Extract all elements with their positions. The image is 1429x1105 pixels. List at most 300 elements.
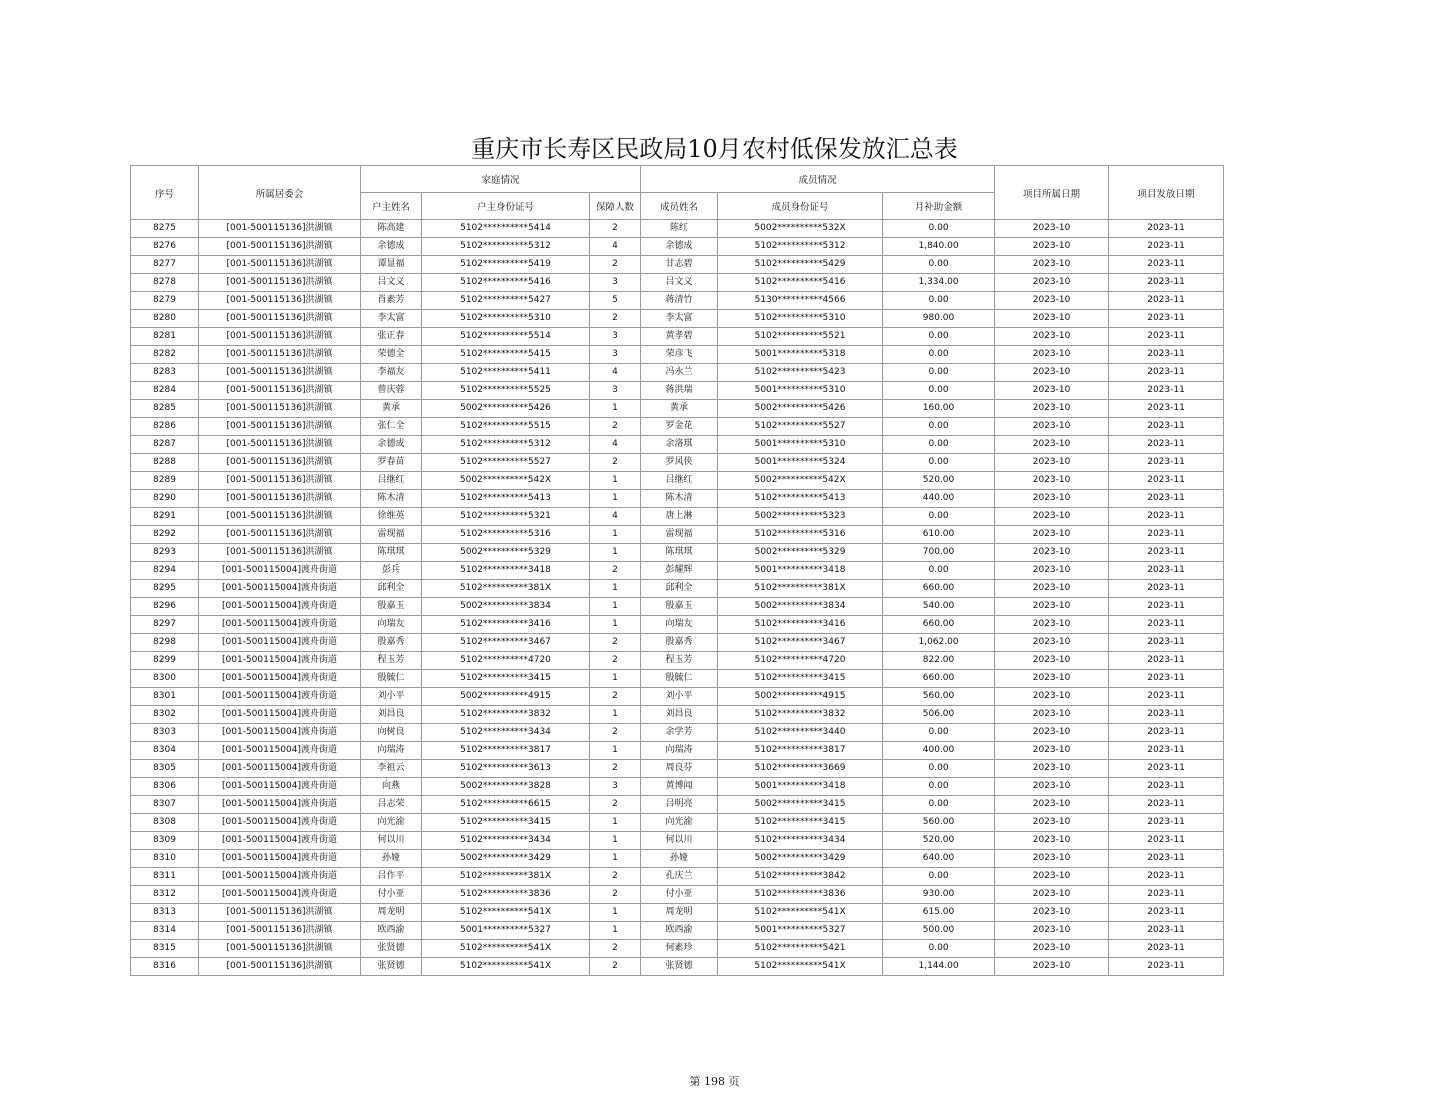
cell-seq: 8286 (131, 418, 199, 436)
cell-committee: [001-500115136]洪湖镇 (199, 958, 361, 976)
cell-people: 2 (590, 454, 641, 472)
cell-issue-date: 2023-11 (1109, 670, 1224, 688)
cell-seq: 8287 (131, 436, 199, 454)
cell-seq: 8290 (131, 490, 199, 508)
cell-member-id: 5001**********5327 (718, 922, 883, 940)
cell-belong-date: 2023-10 (995, 886, 1109, 904)
cell-belong-date: 2023-10 (995, 868, 1109, 886)
cell-head-id: 5102**********3416 (422, 616, 590, 634)
cell-head-name: 程玉芳 (361, 652, 422, 670)
cell-head-id: 5002**********4915 (422, 688, 590, 706)
table-row (131, 814, 1224, 832)
cell-seq: 8305 (131, 760, 199, 778)
cell-belong-date: 2023-10 (995, 742, 1109, 760)
cell-member-id: 5102**********3434 (718, 832, 883, 850)
cell-belong-date: 2023-10 (995, 688, 1109, 706)
cell-member-name: 付小亚 (641, 886, 718, 904)
cell-committee: [001-500115136]洪湖镇 (199, 436, 361, 454)
cell-member-id: 5002**********3429 (718, 850, 883, 868)
cell-amount: 400.00 (883, 742, 995, 760)
cell-member-name: 何素珍 (641, 940, 718, 958)
cell-people: 1 (590, 490, 641, 508)
cell-member-id: 5002**********532X (718, 220, 883, 238)
cell-member-name: 蒋洪瑞 (641, 382, 718, 400)
cell-member-name: 黄承 (641, 400, 718, 418)
table-row (131, 418, 1224, 436)
cell-committee: [001-500115136]洪湖镇 (199, 544, 361, 562)
cell-issue-date: 2023-11 (1109, 526, 1224, 544)
cell-head-id: 5102**********5411 (422, 364, 590, 382)
cell-people: 2 (590, 634, 641, 652)
cell-belong-date: 2023-10 (995, 634, 1109, 652)
cell-head-id: 5102**********5427 (422, 292, 590, 310)
cell-member-id: 5102**********5521 (718, 328, 883, 346)
cell-head-id: 5102**********541X (422, 958, 590, 976)
cell-head-name: 向树良 (361, 724, 422, 742)
cell-member-id: 5002**********5323 (718, 508, 883, 526)
cell-belong-date: 2023-10 (995, 616, 1109, 634)
cell-member-name: 雷现福 (641, 526, 718, 544)
table-row (131, 400, 1224, 418)
table-row (131, 868, 1224, 886)
cell-head-name: 向燕 (361, 778, 422, 796)
cell-amount: 540.00 (883, 598, 995, 616)
cell-head-name: 殷嘉秀 (361, 634, 422, 652)
header-committee: 所属居委会 (199, 166, 361, 220)
cell-committee: [001-500115136]洪湖镇 (199, 940, 361, 958)
table-row (131, 454, 1224, 472)
cell-member-id: 5102**********5429 (718, 256, 883, 274)
table-row (131, 526, 1224, 544)
cell-belong-date: 2023-10 (995, 454, 1109, 472)
cell-member-name: 黄孝碧 (641, 328, 718, 346)
cell-committee: [001-500115136]洪湖镇 (199, 904, 361, 922)
cell-committee: [001-500115004]渡舟街道 (199, 652, 361, 670)
cell-member-id: 5001**********3418 (718, 778, 883, 796)
cell-people: 4 (590, 364, 641, 382)
cell-head-name: 向瑞涛 (361, 742, 422, 760)
cell-head-id: 5102**********5419 (422, 256, 590, 274)
cell-seq: 8313 (131, 904, 199, 922)
page-number: 第 198 页 (689, 1075, 740, 1088)
cell-seq: 8282 (131, 346, 199, 364)
cell-people: 2 (590, 562, 641, 580)
cell-head-name: 吕志荣 (361, 796, 422, 814)
cell-amount: 1,062.00 (883, 634, 995, 652)
cell-member-name: 李太富 (641, 310, 718, 328)
cell-amount: 0.00 (883, 220, 995, 238)
cell-head-name: 陈木清 (361, 490, 422, 508)
cell-member-id: 5102**********3440 (718, 724, 883, 742)
cell-amount: 640.00 (883, 850, 995, 868)
cell-amount: 0.00 (883, 508, 995, 526)
cell-amount: 1,840.00 (883, 238, 995, 256)
cell-seq: 8314 (131, 922, 199, 940)
cell-belong-date: 2023-10 (995, 436, 1109, 454)
cell-people: 3 (590, 778, 641, 796)
cell-amount: 660.00 (883, 670, 995, 688)
cell-committee: [001-500115004]渡舟街道 (199, 580, 361, 598)
cell-committee: [001-500115004]渡舟街道 (199, 670, 361, 688)
cell-amount: 0.00 (883, 346, 995, 364)
cell-head-id: 5102**********5414 (422, 220, 590, 238)
cell-seq: 8296 (131, 598, 199, 616)
cell-head-id: 5102**********5316 (422, 526, 590, 544)
table-row (131, 598, 1224, 616)
header-people: 保障人数 (590, 193, 641, 220)
cell-head-name: 曾庆蓉 (361, 382, 422, 400)
table-row (131, 886, 1224, 904)
cell-issue-date: 2023-11 (1109, 598, 1224, 616)
cell-member-id: 5001**********5324 (718, 454, 883, 472)
cell-head-id: 5102**********3418 (422, 562, 590, 580)
header-head-name: 户主姓名 (361, 193, 422, 220)
cell-belong-date: 2023-10 (995, 562, 1109, 580)
cell-member-id: 5102**********3836 (718, 886, 883, 904)
cell-member-id: 5102**********381X (718, 580, 883, 598)
cell-head-name: 荣德全 (361, 346, 422, 364)
cell-member-id: 5102**********541X (718, 904, 883, 922)
cell-member-id: 5102**********3832 (718, 706, 883, 724)
cell-committee: [001-500115004]渡舟街道 (199, 814, 361, 832)
cell-issue-date: 2023-11 (1109, 364, 1224, 382)
cell-member-id: 5102**********5416 (718, 274, 883, 292)
cell-member-id: 5001**********3418 (718, 562, 883, 580)
header-head-id: 户主身份证号 (422, 193, 590, 220)
cell-amount: 0.00 (883, 328, 995, 346)
cell-member-name: 荣彦飞 (641, 346, 718, 364)
cell-amount: 0.00 (883, 796, 995, 814)
header-belong-date: 项目所属日期 (995, 166, 1109, 220)
cell-member-name: 罗风侠 (641, 454, 718, 472)
cell-people: 1 (590, 904, 641, 922)
cell-amount: 0.00 (883, 562, 995, 580)
cell-belong-date: 2023-10 (995, 400, 1109, 418)
cell-issue-date: 2023-11 (1109, 742, 1224, 760)
cell-seq: 8307 (131, 796, 199, 814)
cell-issue-date: 2023-11 (1109, 724, 1224, 742)
cell-committee: [001-500115004]渡舟街道 (199, 796, 361, 814)
cell-head-name: 余德成 (361, 238, 422, 256)
cell-head-name: 邱利全 (361, 580, 422, 598)
cell-member-id: 5102**********5423 (718, 364, 883, 382)
table-row (131, 562, 1224, 580)
cell-committee: [001-500115004]渡舟街道 (199, 868, 361, 886)
cell-belong-date: 2023-10 (995, 706, 1109, 724)
cell-head-name: 陈琪琪 (361, 544, 422, 562)
cell-amount: 0.00 (883, 454, 995, 472)
cell-head-id: 5102**********5413 (422, 490, 590, 508)
cell-member-id: 5001**********5310 (718, 382, 883, 400)
cell-issue-date: 2023-11 (1109, 274, 1224, 292)
cell-member-name: 张贤德 (641, 958, 718, 976)
cell-head-name: 殷毓仁 (361, 670, 422, 688)
cell-people: 1 (590, 832, 641, 850)
cell-head-name: 吕作平 (361, 868, 422, 886)
cell-seq: 8280 (131, 310, 199, 328)
cell-member-id: 5002**********542X (718, 472, 883, 490)
cell-amount: 0.00 (883, 760, 995, 778)
cell-member-id: 5102**********3817 (718, 742, 883, 760)
header-member-group: 成员情况 (641, 166, 995, 193)
cell-head-name: 余德成 (361, 436, 422, 454)
table-row (131, 508, 1224, 526)
table-row (131, 580, 1224, 598)
table-row (131, 760, 1224, 778)
cell-head-id: 5102**********5525 (422, 382, 590, 400)
table-row (131, 544, 1224, 562)
cell-seq: 8310 (131, 850, 199, 868)
cell-issue-date: 2023-11 (1109, 508, 1224, 526)
cell-member-id: 5102**********5527 (718, 418, 883, 436)
cell-amount: 980.00 (883, 310, 995, 328)
cell-issue-date: 2023-11 (1109, 544, 1224, 562)
table-row (131, 364, 1224, 382)
cell-seq: 8293 (131, 544, 199, 562)
cell-committee: [001-500115136]洪湖镇 (199, 922, 361, 940)
cell-member-id: 5102**********3415 (718, 670, 883, 688)
cell-committee: [001-500115136]洪湖镇 (199, 400, 361, 418)
cell-amount: 0.00 (883, 364, 995, 382)
cell-member-name: 邱利全 (641, 580, 718, 598)
cell-people: 3 (590, 328, 641, 346)
cell-amount: 930.00 (883, 886, 995, 904)
cell-member-name: 向瑞友 (641, 616, 718, 634)
cell-belong-date: 2023-10 (995, 778, 1109, 796)
cell-belong-date: 2023-10 (995, 724, 1109, 742)
cell-head-name: 吕文义 (361, 274, 422, 292)
cell-people: 5 (590, 292, 641, 310)
table-row (131, 652, 1224, 670)
cell-member-id: 5102**********4720 (718, 652, 883, 670)
cell-belong-date: 2023-10 (995, 598, 1109, 616)
cell-head-name: 吕继红 (361, 472, 422, 490)
cell-amount: 0.00 (883, 940, 995, 958)
cell-seq: 8309 (131, 832, 199, 850)
cell-member-id: 5102**********541X (718, 958, 883, 976)
cell-head-id: 5102**********5312 (422, 238, 590, 256)
cell-people: 1 (590, 850, 641, 868)
table-row (131, 958, 1224, 976)
table-row (131, 670, 1224, 688)
cell-member-name: 彭耀辉 (641, 562, 718, 580)
cell-member-name: 欧西渝 (641, 922, 718, 940)
cell-member-name: 蒋清竹 (641, 292, 718, 310)
cell-seq: 8312 (131, 886, 199, 904)
cell-issue-date: 2023-11 (1109, 490, 1224, 508)
cell-people: 1 (590, 472, 641, 490)
cell-seq: 8278 (131, 274, 199, 292)
cell-committee: [001-500115004]渡舟街道 (199, 760, 361, 778)
cell-seq: 8283 (131, 364, 199, 382)
cell-issue-date: 2023-11 (1109, 958, 1224, 976)
table-row (131, 310, 1224, 328)
cell-head-name: 付小亚 (361, 886, 422, 904)
table-row (131, 634, 1224, 652)
cell-committee: [001-500115004]渡舟街道 (199, 598, 361, 616)
cell-member-name: 周良芬 (641, 760, 718, 778)
table-row (131, 382, 1224, 400)
cell-head-id: 5102**********541X (422, 904, 590, 922)
cell-amount: 700.00 (883, 544, 995, 562)
cell-issue-date: 2023-11 (1109, 850, 1224, 868)
cell-member-name: 向光渝 (641, 814, 718, 832)
cell-issue-date: 2023-11 (1109, 814, 1224, 832)
cell-belong-date: 2023-10 (995, 472, 1109, 490)
cell-head-id: 5102**********4720 (422, 652, 590, 670)
cell-member-name: 周龙明 (641, 904, 718, 922)
cell-head-name: 徐维英 (361, 508, 422, 526)
cell-head-id: 5102**********5415 (422, 346, 590, 364)
cell-seq: 8294 (131, 562, 199, 580)
table-row (131, 238, 1224, 256)
cell-member-name: 陈木清 (641, 490, 718, 508)
cell-belong-date: 2023-10 (995, 760, 1109, 778)
cell-belong-date: 2023-10 (995, 850, 1109, 868)
table-row (131, 850, 1224, 868)
table-row (131, 328, 1224, 346)
cell-belong-date: 2023-10 (995, 382, 1109, 400)
cell-head-name: 罗春苗 (361, 454, 422, 472)
cell-issue-date: 2023-11 (1109, 346, 1224, 364)
cell-seq: 8295 (131, 580, 199, 598)
cell-amount: 0.00 (883, 418, 995, 436)
cell-people: 2 (590, 220, 641, 238)
cell-seq: 8301 (131, 688, 199, 706)
table-row (131, 688, 1224, 706)
table-body (131, 220, 1224, 976)
cell-issue-date: 2023-11 (1109, 922, 1224, 940)
cell-committee: [001-500115004]渡舟街道 (199, 706, 361, 724)
cell-committee: [001-500115136]洪湖镇 (199, 328, 361, 346)
header-member-id: 成员身份证号 (718, 193, 883, 220)
cell-head-id: 5102**********3467 (422, 634, 590, 652)
cell-head-name: 雷现福 (361, 526, 422, 544)
cell-amount: 610.00 (883, 526, 995, 544)
table-row (131, 616, 1224, 634)
header-amount: 月补助金额 (883, 193, 995, 220)
cell-head-id: 5002**********5329 (422, 544, 590, 562)
cell-belong-date: 2023-10 (995, 670, 1109, 688)
cell-issue-date: 2023-11 (1109, 472, 1224, 490)
cell-committee: [001-500115136]洪湖镇 (199, 490, 361, 508)
cell-people: 1 (590, 598, 641, 616)
cell-people: 2 (590, 652, 641, 670)
cell-committee: [001-500115136]洪湖镇 (199, 418, 361, 436)
cell-seq: 8292 (131, 526, 199, 544)
cell-head-name: 肖素芳 (361, 292, 422, 310)
cell-people: 1 (590, 670, 641, 688)
cell-head-name: 向光渝 (361, 814, 422, 832)
cell-belong-date: 2023-10 (995, 508, 1109, 526)
table-row (131, 346, 1224, 364)
cell-head-name: 欧西渝 (361, 922, 422, 940)
cell-head-name: 李福友 (361, 364, 422, 382)
cell-head-name: 周龙明 (361, 904, 422, 922)
cell-member-id: 5130**********4566 (718, 292, 883, 310)
cell-belong-date: 2023-10 (995, 814, 1109, 832)
cell-committee: [001-500115004]渡舟街道 (199, 616, 361, 634)
cell-seq: 8298 (131, 634, 199, 652)
cell-committee: [001-500115004]渡舟街道 (199, 886, 361, 904)
cell-issue-date: 2023-11 (1109, 868, 1224, 886)
cell-member-name: 吕明亮 (641, 796, 718, 814)
cell-head-id: 5102**********3434 (422, 832, 590, 850)
cell-seq: 8303 (131, 724, 199, 742)
cell-issue-date: 2023-11 (1109, 436, 1224, 454)
cell-head-name: 谭显福 (361, 256, 422, 274)
cell-amount: 660.00 (883, 616, 995, 634)
cell-people: 3 (590, 382, 641, 400)
cell-head-id: 5002**********3834 (422, 598, 590, 616)
cell-issue-date: 2023-11 (1109, 886, 1224, 904)
cell-member-name: 孔庆兰 (641, 868, 718, 886)
cell-issue-date: 2023-11 (1109, 634, 1224, 652)
cell-member-name: 余洛琪 (641, 436, 718, 454)
cell-committee: [001-500115004]渡舟街道 (199, 832, 361, 850)
cell-people: 4 (590, 238, 641, 256)
cell-seq: 8297 (131, 616, 199, 634)
cell-member-name: 黄博闻 (641, 778, 718, 796)
header-issue-date: 项目发放日期 (1109, 166, 1224, 220)
cell-member-id: 5002**********3415 (718, 796, 883, 814)
cell-committee: [001-500115004]渡舟街道 (199, 562, 361, 580)
cell-head-name: 李祖云 (361, 760, 422, 778)
cell-head-name: 向瑞友 (361, 616, 422, 634)
cell-head-id: 5102**********5527 (422, 454, 590, 472)
cell-issue-date: 2023-11 (1109, 400, 1224, 418)
cell-committee: [001-500115136]洪湖镇 (199, 346, 361, 364)
cell-head-id: 5002**********3429 (422, 850, 590, 868)
cell-member-id: 5102**********5316 (718, 526, 883, 544)
cell-committee: [001-500115004]渡舟街道 (199, 724, 361, 742)
cell-people: 1 (590, 580, 641, 598)
cell-member-id: 5102**********3669 (718, 760, 883, 778)
cell-member-name: 吕继红 (641, 472, 718, 490)
cell-member-id: 5001**********5318 (718, 346, 883, 364)
table-row (131, 256, 1224, 274)
cell-committee: [001-500115136]洪湖镇 (199, 526, 361, 544)
cell-belong-date: 2023-10 (995, 652, 1109, 670)
cell-committee: [001-500115004]渡舟街道 (199, 850, 361, 868)
cell-head-id: 5102**********3434 (422, 724, 590, 742)
cell-seq: 8302 (131, 706, 199, 724)
cell-amount: 0.00 (883, 256, 995, 274)
cell-head-id: 5102**********3832 (422, 706, 590, 724)
cell-amount: 1,144.00 (883, 958, 995, 976)
cell-people: 2 (590, 868, 641, 886)
cell-people: 3 (590, 346, 641, 364)
cell-head-id: 5102**********5416 (422, 274, 590, 292)
cell-issue-date: 2023-11 (1109, 454, 1224, 472)
table-row (131, 274, 1224, 292)
cell-belong-date: 2023-10 (995, 958, 1109, 976)
cell-head-id: 5102**********381X (422, 580, 590, 598)
cell-committee: [001-500115004]渡舟街道 (199, 778, 361, 796)
cell-head-id: 5102**********5321 (422, 508, 590, 526)
cell-head-id: 5001**********5327 (422, 922, 590, 940)
cell-people: 1 (590, 400, 641, 418)
cell-issue-date: 2023-11 (1109, 652, 1224, 670)
cell-belong-date: 2023-10 (995, 256, 1109, 274)
cell-issue-date: 2023-11 (1109, 238, 1224, 256)
cell-issue-date: 2023-11 (1109, 688, 1224, 706)
cell-issue-date: 2023-11 (1109, 706, 1224, 724)
table-row (131, 490, 1224, 508)
cell-head-id: 5102**********5515 (422, 418, 590, 436)
cell-people: 1 (590, 526, 641, 544)
cell-seq: 8288 (131, 454, 199, 472)
